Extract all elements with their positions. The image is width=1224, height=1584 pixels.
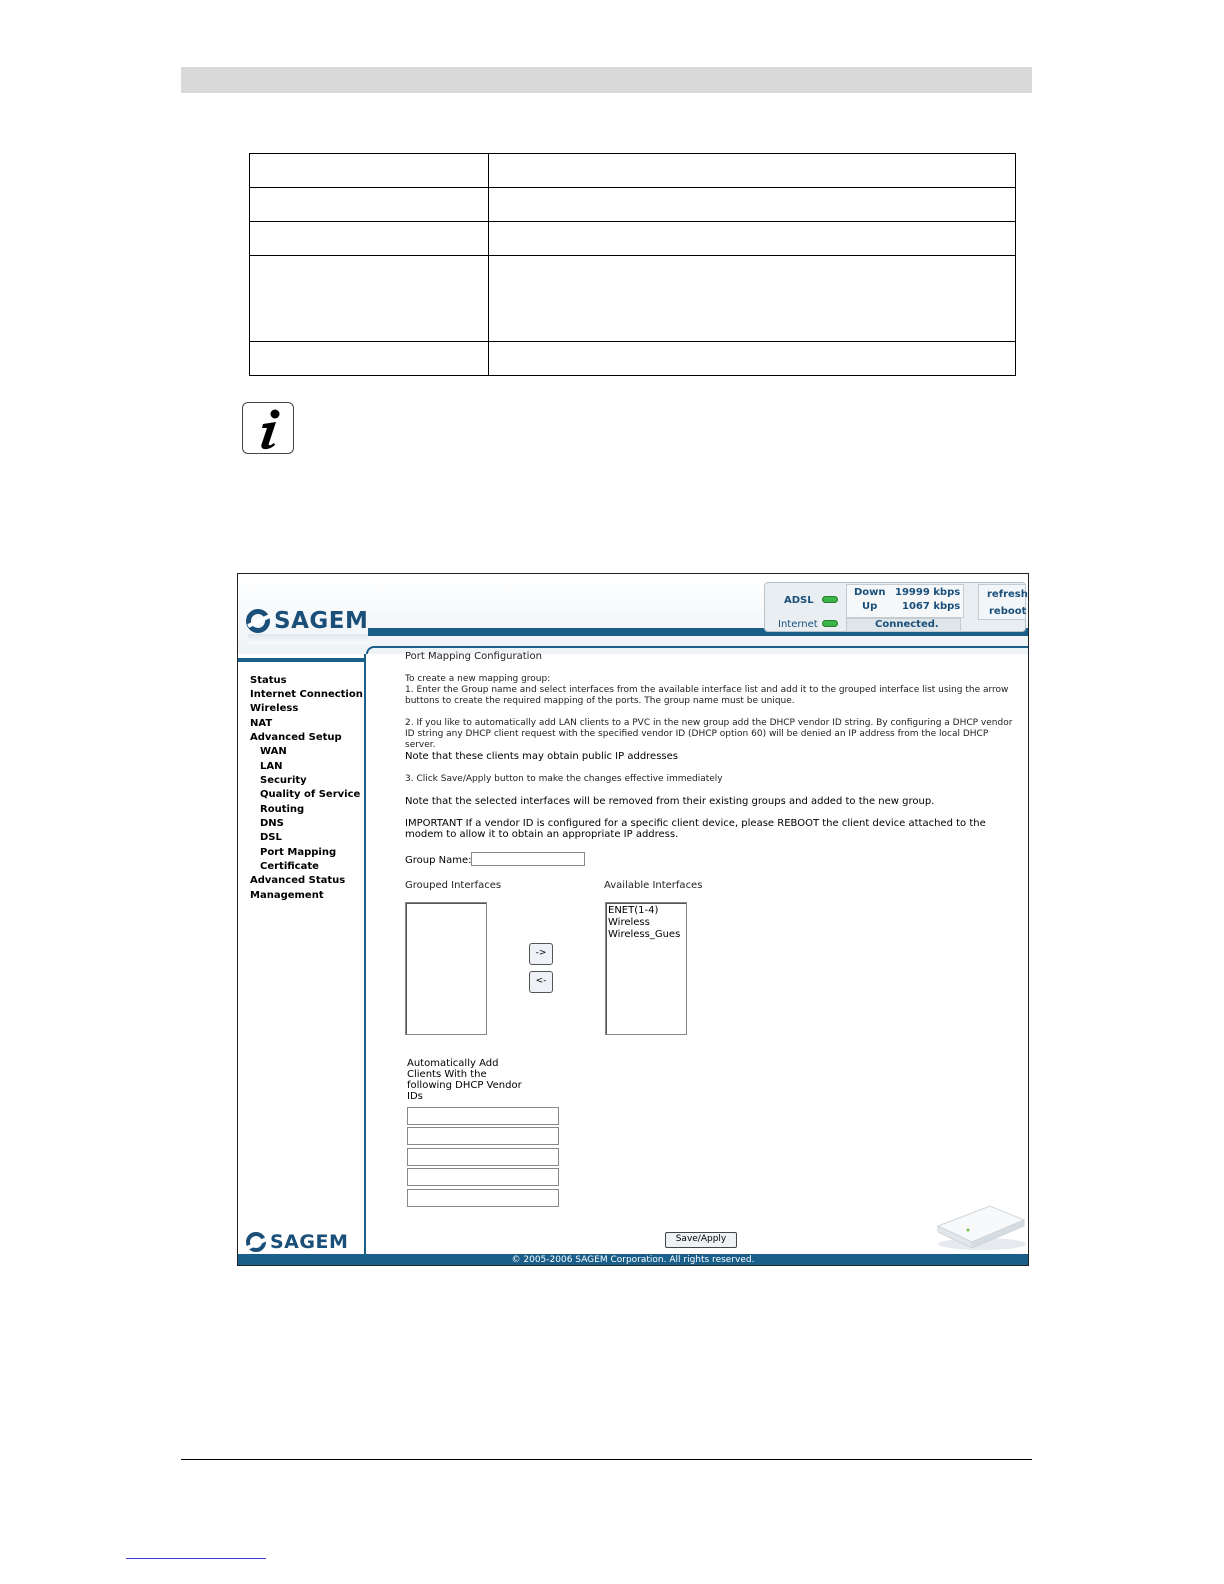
step1-line2: buttons to create the required mapping of the ports. The group name must be unique. — [405, 696, 795, 706]
nav-item-quality-of-service[interactable]: Quality of Service — [260, 789, 361, 800]
table-cell — [250, 256, 489, 342]
list-item[interactable]: ENET(1-4) — [608, 905, 659, 916]
info-note-icon — [242, 402, 294, 454]
sidebar — [238, 654, 366, 1254]
nav-item-advanced-status[interactable]: Advanced Status — [250, 875, 346, 886]
footer-rule — [181, 1459, 1032, 1460]
nav-item-security[interactable]: Security — [260, 775, 307, 786]
vendor-label-line2: Clients With the — [407, 1069, 487, 1080]
vendor-label-line4: IDs — [407, 1091, 423, 1102]
vendor-id-input-2[interactable] — [407, 1127, 559, 1145]
step2-line3: server. — [405, 740, 436, 750]
table-cell — [250, 188, 489, 222]
step2-line1: 2. If you like to automatically add LAN clients to a PVC in the new group add the DHCP vendor ID string. By configuring a DHCP vendor — [405, 718, 1013, 728]
note-public-ip: Note that these clients may obtain public IP addresses — [405, 751, 678, 762]
note-removed: Note that the selected interfaces will be removed from their existing groups and added to the new group. — [405, 796, 935, 807]
table-cell — [250, 342, 489, 376]
nav-item-wireless[interactable]: Wireless — [250, 703, 299, 714]
table-cell — [489, 154, 1016, 188]
vendor-id-input-5[interactable] — [407, 1189, 559, 1207]
remove-interface-button[interactable]: <- — [529, 971, 553, 993]
nav-item-internet-connection[interactable]: Internet Connection — [250, 689, 363, 700]
modem-image — [932, 1194, 1028, 1252]
nav-item-port-mapping[interactable]: Port Mapping — [260, 847, 337, 858]
nav-item-dns[interactable]: DNS — [260, 818, 284, 829]
nav-item-status[interactable]: Status — [250, 675, 287, 686]
nav-item-advanced-setup[interactable]: Advanced Setup — [250, 732, 342, 743]
add-interface-button[interactable]: -> — [529, 943, 553, 965]
intro-text: To create a new mapping group: — [405, 674, 551, 684]
list-item[interactable]: Wireless — [608, 917, 650, 928]
vendor-id-input-3[interactable] — [407, 1148, 559, 1166]
reboot-link[interactable]: reboot — [989, 606, 1027, 617]
list-item[interactable]: Wireless_Gues — [608, 929, 681, 940]
table-cell — [489, 342, 1016, 376]
save-apply-button[interactable]: Save/Apply — [665, 1232, 737, 1248]
router-screenshot — [237, 573, 1029, 1266]
important-line2: modem to allow it to obtain an appropriate IP address. — [405, 829, 679, 840]
up-rate: 1067 kbps — [902, 601, 961, 612]
group-name-label: Group Name: — [405, 855, 472, 866]
page-title: Port Mapping Configuration — [405, 651, 542, 662]
logo-text: SAGEM — [274, 608, 369, 634]
copyright-text: © 2005-2006 SAGEM Corporation. All rights reserved. — [511, 1255, 755, 1265]
grouped-interfaces-label: Grouped Interfaces — [405, 880, 502, 891]
available-interfaces-list[interactable] — [605, 902, 687, 1035]
step2-line2: ID string any DHCP client request with the specified vendor ID (DHCP option 60) will be denied an IP address from the local DHCP — [405, 729, 989, 739]
nav-item-dsl[interactable]: DSL — [260, 832, 282, 843]
table-cell — [489, 188, 1016, 222]
table-cell — [489, 256, 1016, 342]
adsl-led-icon — [822, 596, 838, 603]
logo-swirl-icon — [246, 1232, 266, 1252]
refresh-link[interactable]: refresh — [987, 589, 1028, 600]
vendor-label-line3: following DHCP Vendor — [407, 1080, 522, 1091]
important-line1: IMPORTANT If a vendor ID is configured for a specific client device, please REBOOT the client device attached to the — [405, 818, 986, 829]
up-label: Up — [862, 601, 878, 612]
internet-led-icon — [822, 620, 838, 627]
footer-link-underline — [126, 1558, 266, 1559]
logo-text: SAGEM — [270, 1231, 349, 1253]
group-name-input[interactable] — [471, 852, 585, 866]
down-rate: 19999 kbps — [895, 587, 961, 598]
down-label: Down — [854, 587, 886, 598]
nav-item-routing[interactable]: Routing — [260, 804, 305, 815]
internet-label: Internet — [778, 619, 818, 630]
vendor-label-line1: Automatically Add — [407, 1058, 499, 1069]
sidebar-top-stripe — [238, 658, 366, 662]
table-cell — [489, 222, 1016, 256]
nav-item-management[interactable]: Management — [250, 890, 324, 901]
available-interfaces-label: Available Interfaces — [604, 880, 703, 891]
table-cell — [250, 154, 489, 188]
nav-item-lan[interactable]: LAN — [260, 761, 283, 772]
sagem-logo — [246, 606, 368, 636]
step1-line1: 1. Enter the Group name and select interfaces from the available interface list and add it to the grouped interface list using the arrow — [405, 685, 1009, 695]
step3-text: 3. Click Save/Apply button to make the changes effective immediately — [405, 774, 723, 784]
nav-item-wan[interactable]: WAN — [260, 746, 287, 757]
document-table — [249, 153, 1016, 376]
nav-item-certificate[interactable]: Certificate — [260, 861, 319, 872]
connection-status: Connected. — [875, 619, 939, 630]
page-header-band — [181, 67, 1032, 93]
vendor-id-input-1[interactable] — [407, 1107, 559, 1125]
table-cell — [250, 222, 489, 256]
nav-item-nat[interactable]: NAT — [250, 718, 273, 729]
logo-swirl-icon — [246, 609, 270, 633]
sagem-logo-bottom — [246, 1230, 348, 1254]
logo-reflection — [248, 634, 368, 644]
grouped-interfaces-list[interactable] — [405, 902, 487, 1035]
adsl-label: ADSL — [784, 595, 814, 606]
vendor-id-input-4[interactable] — [407, 1168, 559, 1186]
